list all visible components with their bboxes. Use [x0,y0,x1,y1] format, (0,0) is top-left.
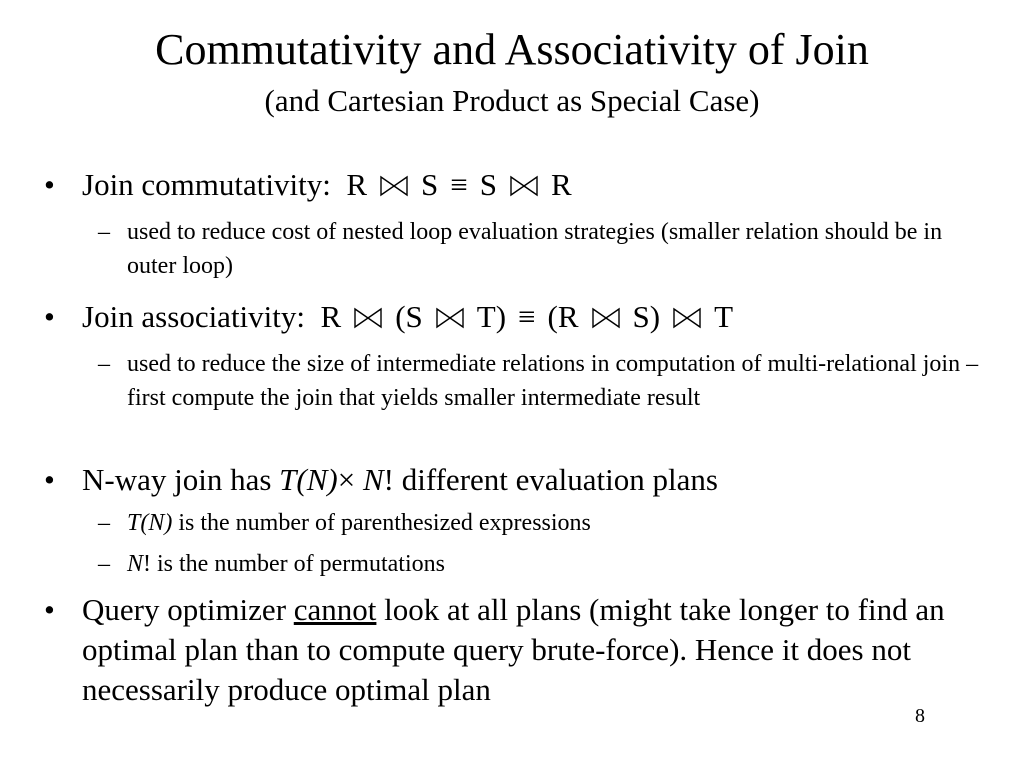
sub-bullet-rest: is the number of parenthesized expressions [172,510,591,536]
math-n: N [127,551,144,577]
bullet-dot: • [44,299,55,334]
bullet-dot: • [44,462,55,497]
slide-title: Commutativity and Associativity of Join [155,25,869,74]
bowtie-join-icon [509,175,539,197]
sub-bullet-text: used to reduce cost of nested loop evaluation strategies (smaller relation should be in outer loop) [127,219,943,279]
bowtie-join-icon [353,307,383,329]
sub-bullet-dash: – [98,219,110,245]
bowtie-join-icon [379,175,409,197]
bullet-rest: look at all plans (might take longer to find an optimal plan than to compute query brute-force). Hence it does not necessarily produce optimal plan [82,592,945,707]
expr-term: (R [547,299,579,334]
expr-term: R [346,167,368,202]
sub-bullet-text [127,506,987,540]
expr-term: R [551,167,572,202]
bullet-dot: • [44,167,55,202]
sub-bullet-dash: – [98,351,110,377]
equivalence-symbol: ≡ [450,167,468,202]
equivalence-symbol: ≡ [518,299,536,334]
bullet-lead: Join associativity: [82,299,306,334]
expr-term: S) [632,299,661,334]
sub-bullet-dash: – [98,510,110,536]
bullet-join-associativity [44,297,733,337]
bowtie-join-icon [672,307,702,329]
expr-term: T) [476,299,507,334]
bowtie-join-icon [435,307,465,329]
bullet-n-way-join [44,460,718,500]
math-t-of-n: T(N) [127,510,173,536]
expr-term: (S [395,299,423,334]
expr-term: T [714,299,734,334]
sub-bullet-text: used to reduce the size of intermediate relations in computation of multi-relational join – first compute the join that yields smaller intermediate result [127,351,979,411]
bowtie-join-icon [591,307,621,329]
times-symbol: × [337,462,356,497]
math-n: N [362,462,384,497]
bullet-lead: N-way join has [82,462,272,497]
sub-bullet-dash: – [98,551,110,577]
sub-bullet-rest: ! is the number of permutations [143,551,445,577]
bullet-query-optimizer [82,590,992,710]
sub-bullet-text [127,547,987,581]
expr-term: S [479,167,498,202]
expr-term: S [421,167,439,202]
underlined-word: cannot [293,592,377,627]
bullet-dot: • [44,592,55,627]
math-t-of-n: T(N) [279,462,338,497]
bullet-rest: ! different evaluation plans [383,462,718,497]
slide-subtitle: (and Cartesian Product as Special Case) [264,83,760,118]
page-number: 8 [915,705,925,727]
bullet-lead: Query optimizer [82,592,287,627]
bullet-join-commutativity [44,165,572,205]
bullet-lead: Join commutativity: [82,167,331,202]
expr-term: R [320,299,342,334]
